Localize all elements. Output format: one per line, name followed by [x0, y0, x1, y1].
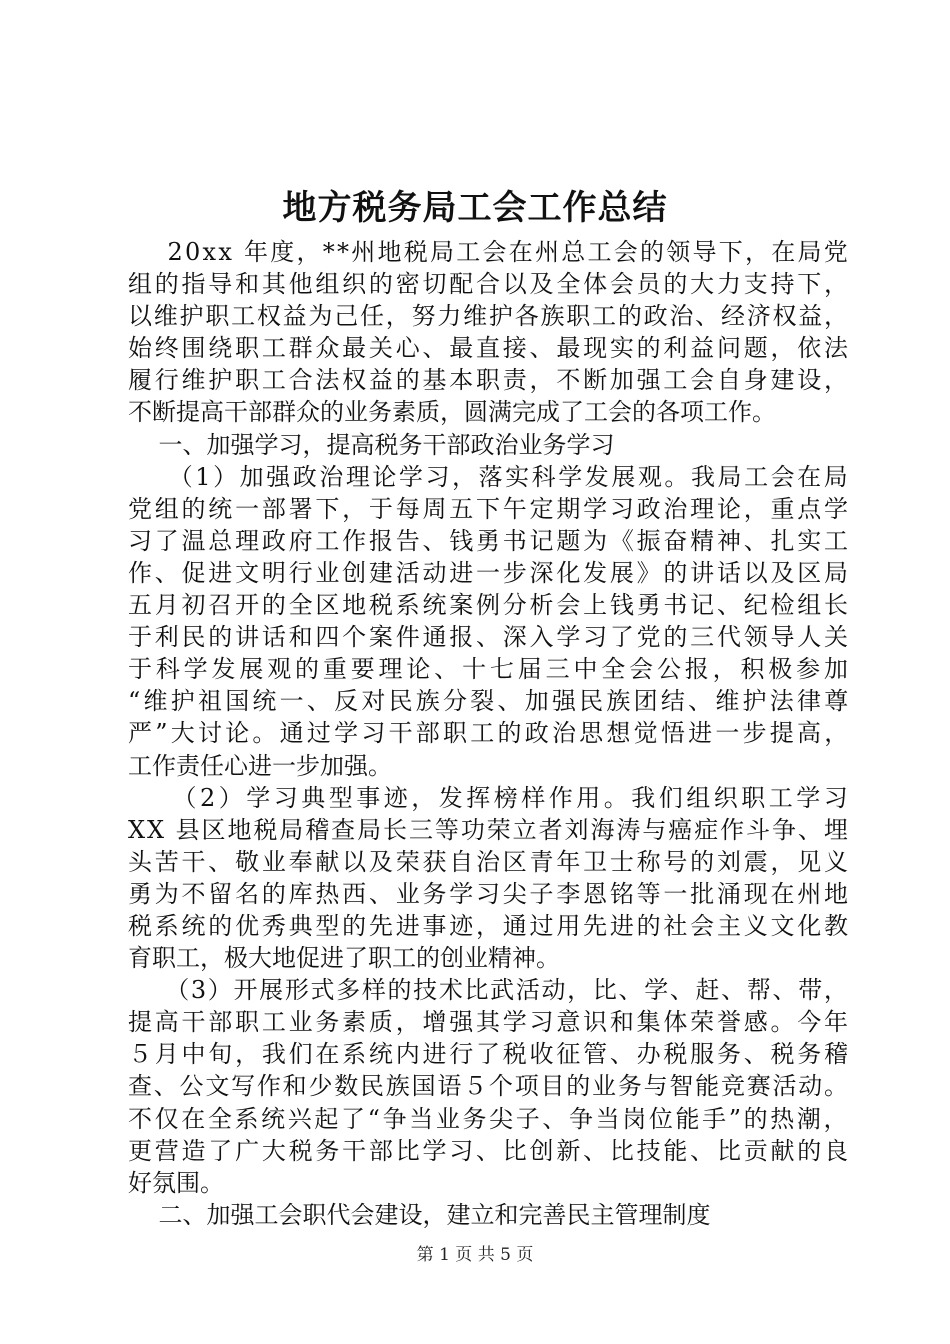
text-line: [128, 910, 851, 942]
text-line: [128, 589, 851, 621]
text-line: [128, 1006, 851, 1038]
text-line: [128, 1038, 851, 1070]
text-line-content: （1）加强政治理论学习，落实科学发展观。我局工会在局: [128, 462, 851, 491]
text-line: [128, 461, 851, 493]
text-line-content: （2）学习典型事迹，发挥榜样作用。我们组织职工学习: [128, 783, 852, 812]
text-line: [128, 364, 851, 396]
text-line-content: 提高干部职工业务素质，增强其学习意识和集体荣誉感。今年: [128, 1008, 851, 1037]
text-line-content: 工作责任心进一步加强。: [128, 751, 392, 780]
text-line-content: 以维护职工权益为己任，努力维护各族职工的政治、经济权益，: [128, 302, 850, 331]
text-line-content: 20xx 年度，**州地税局工会在州总工会的领导下，在局党: [128, 238, 851, 266]
text-line-content: 不断提高干部群众的业务素质，圆满完成了工会的各项工作。: [128, 398, 776, 427]
text-line: [128, 1199, 848, 1231]
text-line-content: 习了温总理政府工作报告、钱勇书记题为《振奋精神、扎实工: [128, 526, 851, 555]
text-line: [128, 974, 848, 1006]
text-line: [128, 942, 848, 974]
text-line-content: 育职工，极大地促进了职工的创业精神。: [128, 944, 560, 973]
document-title: 地方税务局工会工作总结: [282, 188, 668, 228]
text-line: [128, 1135, 851, 1167]
text-line-content: 于科学发展观的重要理论、十七届三中全会公报，积极参加: [128, 655, 852, 684]
text-line: [128, 717, 852, 749]
text-line: [128, 750, 848, 782]
document-body: [128, 236, 852, 1231]
text-line-content: “维护祖国统一、反对民族分裂、加强民族团结、维护法律尊: [128, 687, 852, 716]
text-line-content: ５月中旬，我们在系统内进行了税收征管、办税服务、税务稽: [128, 1040, 851, 1069]
text-line-content: 查、公文写作和少数民族国语５个项目的业务与智能竞赛活动。: [128, 1072, 850, 1101]
text-line: [128, 429, 848, 461]
text-line-content: 作、促进文明行业创建活动进一步深化发展》的讲话以及区局: [128, 558, 851, 587]
text-line-content: 于利民的讲话和四个案件通报、深入学习了党的三代领导人关: [128, 623, 851, 652]
text-line: [128, 653, 852, 685]
text-line-content: 更营造了广大税务干部比学习、比创新、比技能、比贡献的良: [128, 1136, 851, 1165]
text-line: [128, 332, 851, 364]
text-line: [128, 557, 851, 589]
text-line: [128, 621, 851, 653]
text-line-content: 勇为不留名的库热西、业务学习尖子李恩铭等一批涌现在州地: [128, 879, 851, 908]
text-line-content: 不仅在全系统兴起了“争当业务尖子、争当岗位能手”的热潮，: [128, 1104, 851, 1133]
text-line-content: 二、加强工会职代会建设，建立和完善民主管理制度: [128, 1200, 711, 1229]
text-line-content: 组的指导和其他组织的密切配合以及全体会员的大力支持下，: [128, 270, 851, 299]
text-line: [128, 878, 851, 910]
text-line-content: 党组的统一部署下，于每周五下午定期学习政治理论，重点学: [128, 494, 851, 523]
text-line-content: 好氛围。: [128, 1168, 224, 1197]
text-line: [128, 1167, 848, 1199]
text-line-content: 始终围绕职工群众最关心、最直接、最现实的利益问题，依法: [128, 334, 851, 363]
text-line-content: XX 县区地税局稽查局长三等功荣立者刘海涛与癌症作斗争、埋: [128, 815, 850, 844]
text-line: [128, 814, 848, 846]
text-line: [128, 396, 848, 428]
text-line-content: 税系统的优秀典型的先进事迹，通过用先进的社会主义文化教: [128, 911, 851, 940]
text-line-content: 一、加强学习，提高税务干部政治业务学习: [128, 430, 615, 459]
text-line: [128, 493, 851, 525]
text-line: [128, 846, 851, 878]
text-line-content: （3）开展形式多样的技术比武活动，比、学、赶、帮、带，: [128, 976, 850, 1005]
text-line: [128, 1070, 848, 1102]
text-line: [128, 268, 851, 300]
text-line: [128, 300, 848, 332]
text-line: [128, 525, 851, 557]
text-line: [128, 685, 852, 717]
text-line: [128, 236, 851, 268]
text-line: [128, 1103, 851, 1135]
text-line-content: 头苦干、敬业奉献以及荣获自治区青年卫士称号的刘震，见义: [128, 847, 851, 876]
text-line: [128, 782, 852, 814]
text-line-content: 五月初召开的全区地税系统案例分析会上钱勇书记、纪检组长: [128, 591, 851, 620]
page-footer: 第 1 页 共 5 页: [416, 1245, 534, 1265]
text-line-content: 严”大讨论。通过学习干部职工的政治思想觉悟进一步提高，: [128, 719, 852, 748]
text-line-content: 履行维护职工合法权益的基本职责，不断加强工会自身建设，: [128, 366, 851, 395]
